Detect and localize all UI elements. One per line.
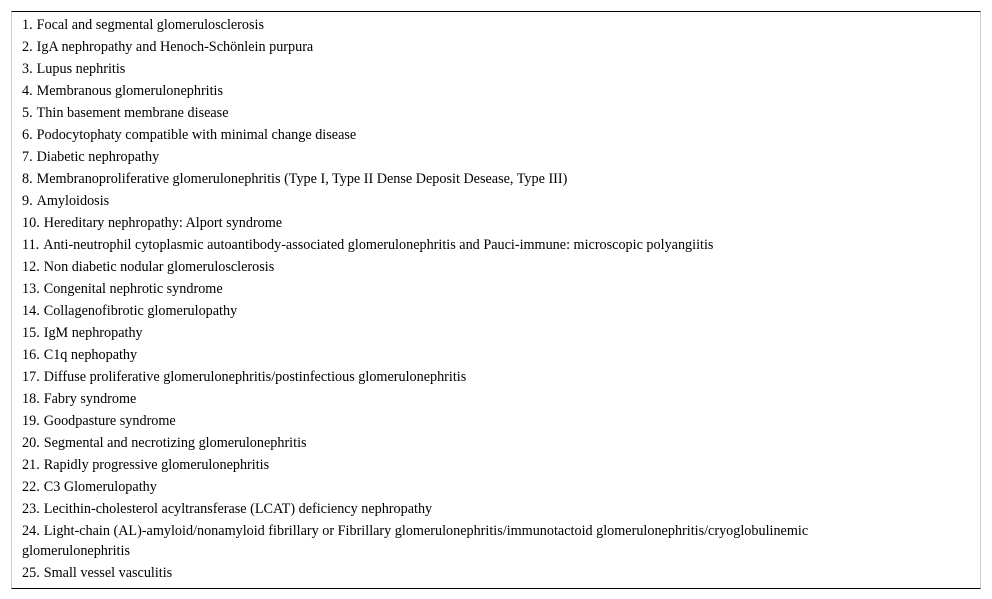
- list-item: [12, 146, 980, 168]
- list-item: [12, 256, 980, 278]
- list-item: [12, 234, 980, 256]
- item-number: 1.: [22, 17, 33, 33]
- item-number: 12.: [22, 259, 40, 275]
- item-number: 11.: [22, 237, 40, 253]
- item-number: 5.: [22, 105, 33, 121]
- item-text: Congenital nephrotic syndrome: [43, 281, 223, 297]
- item-text: Lecithin-cholesterol acyltransferase (LCAT) deficiency nephropathy: [43, 501, 433, 517]
- item-text: Light-chain (AL)-amyloid/nonamyloid fibrillary or Fibrillary glomerulonephritis/immunotactoid glomerulonephritis/cryoglobulinemic glomerulonephritis: [22, 523, 809, 559]
- item-text: Amyloidosis: [36, 193, 110, 209]
- list-item: [12, 14, 980, 36]
- item-text: Membranous glomerulonephritis: [36, 83, 224, 99]
- item-text: Podocytophaty compatible with minimal change disease: [36, 127, 357, 143]
- item-text: Diabetic nephropathy: [36, 149, 160, 165]
- item-text: Non diabetic nodular glomerulosclerosis: [43, 259, 275, 275]
- item-text: Anti-neutrophil cytoplasmic autoantibody-associated glomerulonephritis and Pauci-immune: microscopic polyangiitis: [43, 237, 714, 253]
- item-number: 25.: [22, 565, 40, 581]
- list-item: [12, 562, 980, 584]
- item-number: 7.: [22, 149, 33, 165]
- item-text: Hereditary nephropathy: Alport syndrome: [43, 215, 283, 231]
- list-item: [12, 168, 980, 190]
- item-number: 23.: [22, 501, 40, 517]
- item-text: Small vessel vasculitis: [43, 565, 173, 581]
- item-text: Collagenofibrotic glomerulopathy: [43, 303, 238, 319]
- list-item: [12, 212, 980, 234]
- item-text: Lupus nephritis: [36, 61, 126, 77]
- list-item: [12, 58, 980, 80]
- item-number: 18.: [22, 391, 40, 407]
- list-item: [12, 432, 980, 454]
- list-item: [12, 322, 980, 344]
- item-text: Goodpasture syndrome: [43, 413, 176, 429]
- list-item: [12, 388, 980, 410]
- item-number: 3.: [22, 61, 33, 77]
- item-number: 20.: [22, 435, 40, 451]
- list-item: [12, 454, 980, 476]
- item-number: 2.: [22, 39, 33, 55]
- list-item: [12, 300, 980, 322]
- item-number: 21.: [22, 457, 40, 473]
- item-number: 10.: [22, 215, 40, 231]
- list-item: [12, 102, 980, 124]
- diagnosis-list-table: [11, 11, 981, 589]
- item-number: 16.: [22, 347, 40, 363]
- list-item: [12, 36, 980, 58]
- item-text: Thin basement membrane disease: [36, 105, 229, 121]
- item-text: Focal and segmental glomerulosclerosis: [36, 17, 264, 33]
- item-number: 17.: [22, 369, 40, 385]
- list-item: [12, 190, 980, 212]
- item-text: Rapidly progressive glomerulonephritis: [43, 457, 270, 473]
- list-item: [12, 410, 980, 432]
- item-number: 13.: [22, 281, 40, 297]
- item-number: 4.: [22, 83, 33, 99]
- list-item: [12, 498, 980, 520]
- list-item: [12, 278, 980, 300]
- item-text: IgA nephropathy and Henoch-Schönlein purpura: [36, 39, 314, 55]
- item-number: 22.: [22, 479, 40, 495]
- list-item: [12, 80, 980, 102]
- item-number: 19.: [22, 413, 40, 429]
- list-item: [12, 520, 980, 562]
- item-text: C1q nephopathy: [43, 347, 138, 363]
- item-text: Membranoproliferative glomerulonephritis (Type I, Type II Dense Deposit Desease, Type III): [36, 171, 568, 187]
- item-number: 8.: [22, 171, 33, 187]
- item-number: 14.: [22, 303, 40, 319]
- list-item: [12, 476, 980, 498]
- item-text: Segmental and necrotizing glomerulonephritis: [43, 435, 307, 451]
- item-text: Diffuse proliferative glomerulonephritis/postinfectious glomerulonephritis: [43, 369, 467, 385]
- item-number: 9.: [22, 193, 33, 209]
- list-item: [12, 124, 980, 146]
- list-item: [12, 366, 980, 388]
- item-number: 15.: [22, 325, 40, 341]
- item-text: Fabry syndrome: [43, 391, 137, 407]
- item-text: IgM nephropathy: [43, 325, 143, 341]
- list-item: [12, 344, 980, 366]
- item-number: 6.: [22, 127, 33, 143]
- item-text: C3 Glomerulopathy: [43, 479, 157, 495]
- item-number: 24.: [22, 523, 40, 539]
